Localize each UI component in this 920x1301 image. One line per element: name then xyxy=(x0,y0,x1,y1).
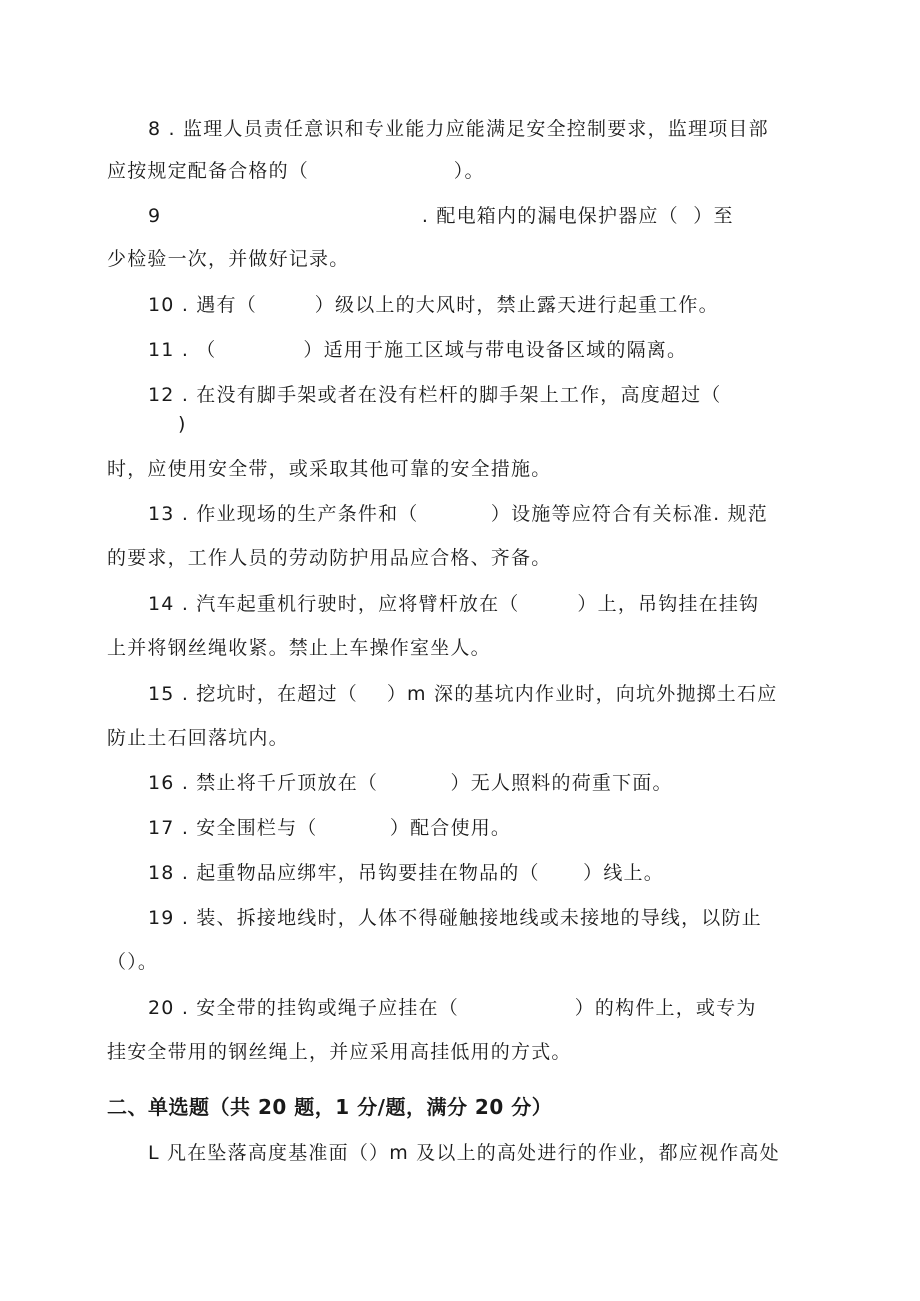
section-heading: 二、单选题（共 20 题，1 分/题，满分 20 分） xyxy=(107,1095,553,1119)
question-8-line-1: 8 . 监理人员责任意识和专业能力应能满足安全控制要求，监理项目部 xyxy=(148,118,769,140)
question-13-line-2: 的要求，工作人员的劳动防护用品应合格、齐备。 xyxy=(107,547,552,569)
single-choice-question-1: L 凡在坠落高度基准面（）m 及以上的高处进行的作业，都应视作高处 xyxy=(148,1142,780,1164)
question-18: 18 . 起重物品应绑牢，吊钩要挂在物品的（ ）线上。 xyxy=(148,862,664,884)
question-8-line-2: 应按规定配备合格的（ ）。 xyxy=(107,160,485,182)
question-17: 17 . 安全围栏与（ ）配合使用。 xyxy=(148,817,512,839)
question-14-line-1: 14 . 汽车起重机行驶时，应将臂杆放在（ ）上，吊钩挂在挂钩 xyxy=(148,593,760,615)
question-19-line-2: （）。 xyxy=(107,951,159,973)
question-19-line-1: 19 . 装、拆接地线时，人体不得碰触接地线或未接地的导线，以防止 xyxy=(148,907,762,929)
question-12-paren: ) xyxy=(178,413,187,435)
question-14-line-2: 上并将钢丝绳收紧。禁止上车操作室坐人。 xyxy=(107,637,491,659)
question-15-line-1: 15 . 挖坑时，在超过（ ）m 深的基坑内作业时，向坑外抛掷土石应 xyxy=(148,683,778,705)
question-15-line-2: 防止土石回落坑内。 xyxy=(107,727,289,749)
question-16: 16 . 禁止将千斤顶放在（ ）无人照料的荷重下面。 xyxy=(148,772,673,794)
question-12-line-1: 12 . 在没有脚手架或者在没有栏杆的脚手架上工作，高度超过（ xyxy=(148,384,722,406)
question-9-line-1: 9 . 配电箱内的漏电保护器应（ ）至 xyxy=(148,205,734,227)
question-12-line-2: 时，应使用安全带，或采取其他可靠的安全措施。 xyxy=(107,458,552,480)
question-13-line-1: 13 . 作业现场的生产条件和（ ）设施等应符合有关标准. 规范 xyxy=(148,503,768,525)
question-10: 10 . 遇有（ ）级以上的大风时，禁止露天进行起重工作。 xyxy=(148,294,719,316)
question-20-line-2: 挂安全带用的钢丝绳上，并应采用高挂低用的方式。 xyxy=(107,1041,572,1063)
question-9-line-2: 少检验一次，并做好记录。 xyxy=(107,248,350,270)
question-11: 11 . （ ）适用于施工区域与带电设备区域的隔离。 xyxy=(148,339,688,361)
question-20-line-1: 20 . 安全带的挂钩或绳子应挂在（ ）的构件上，或专为 xyxy=(148,997,757,1019)
